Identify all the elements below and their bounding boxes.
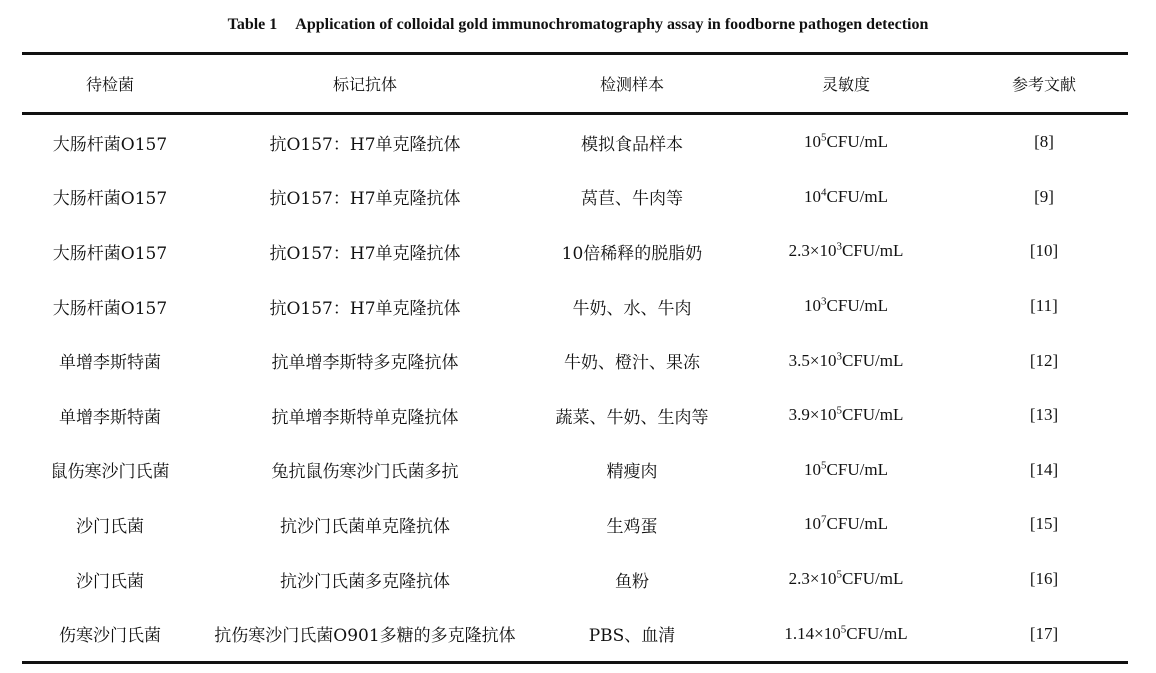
cell-reference: [14] [1029, 459, 1059, 479]
sensitivity-exponent: 7 [821, 513, 827, 526]
table-row [22, 333, 1128, 388]
cell-sample: 精瘦肉 [606, 462, 658, 483]
sensitivity-unit: CFU/mL [841, 350, 904, 370]
cell-pathogen: 大肠杆菌O157 [52, 134, 168, 155]
cell-antibody: 抗伤寒沙门氏菌O901多糖的多克隆抗体 [214, 626, 516, 647]
cell-sensitivity [732, 114, 960, 170]
cell-sensitivity [732, 388, 960, 443]
sensitivity-unit: CFU/mL [841, 241, 904, 261]
sensitivity-base: 3.9×10 [788, 405, 837, 425]
cell-reference: [8] [1034, 132, 1054, 152]
sensitivity-unit: CFU/mL [826, 459, 888, 479]
cell-pathogen: 单增李斯特菌 [59, 407, 161, 428]
cell-reference: [12] [1029, 350, 1059, 370]
header-sample: 检测样本 [599, 75, 664, 94]
sensitivity-unit: CFU/mL [841, 405, 904, 425]
sensitivity-base: 1.14×10 [784, 623, 841, 643]
table-body [22, 114, 1128, 663]
sensitivity-exponent: 5 [821, 131, 827, 144]
table-header [22, 54, 1128, 114]
cell-pathogen: 大肠杆菌O157 [52, 189, 168, 210]
cell-sample: 生鸡蛋 [606, 516, 658, 537]
cell-sample: 模拟食品样本 [581, 134, 683, 155]
table-row [22, 388, 1128, 443]
sensitivity-unit: CFU/mL [826, 296, 888, 316]
cell-sample: PBS、血清 [588, 626, 676, 647]
cell-sensitivity [732, 497, 960, 552]
table-title: Application of colloidal gold immunochromatography assay in foodborne pathogen detection [295, 16, 929, 33]
table-row [22, 606, 1128, 662]
cell-reference: [11] [1030, 296, 1058, 316]
cell-pathogen: 伤寒沙门氏菌 [59, 626, 161, 647]
header-sensitivity: 灵敏度 [821, 75, 870, 94]
cell-pathogen: 沙门氏菌 [76, 571, 144, 592]
sensitivity-base: 2.3×10 [788, 569, 837, 589]
cell-reference: [13] [1029, 405, 1059, 425]
table-row [22, 170, 1128, 225]
cell-sensitivity [732, 279, 960, 334]
cell-sample: 10倍稀释的脱脂奶 [561, 243, 703, 264]
cell-sensitivity [732, 606, 960, 662]
cell-sample: 牛奶、水、牛肉 [572, 298, 692, 319]
cell-pathogen: 单增李斯特菌 [59, 353, 161, 374]
cell-pathogen: 沙门氏菌 [76, 516, 144, 537]
cell-sample: 蔬菜、牛奶、生肉等 [555, 407, 709, 428]
table-row [22, 224, 1128, 279]
sensitivity-exponent: 3 [821, 295, 827, 308]
cell-antibody: 抗单增李斯特多克隆抗体 [271, 353, 459, 374]
sensitivity-exponent: 5 [836, 568, 842, 581]
cell-sensitivity [732, 443, 960, 498]
sensitivity-base: 2.3×10 [788, 241, 837, 261]
cell-sensitivity [732, 333, 960, 388]
cell-reference: [17] [1029, 623, 1059, 643]
sensitivity-unit: CFU/mL [841, 569, 904, 589]
cell-reference: [9] [1034, 186, 1054, 206]
sensitivity-base: 3.5×10 [788, 350, 837, 370]
cell-sensitivity [732, 552, 960, 607]
header-reference: 参考文献 [1011, 75, 1076, 94]
table-row [22, 552, 1128, 607]
sensitivity-unit: CFU/mL [826, 186, 888, 206]
cell-reference: [16] [1029, 569, 1059, 589]
header-pathogen: 待检菌 [85, 75, 134, 94]
table-row [22, 497, 1128, 552]
sensitivity-unit: CFU/mL [826, 132, 888, 152]
sensitivity-unit: CFU/mL [846, 623, 908, 643]
table-row [22, 279, 1128, 334]
cell-sensitivity [732, 170, 960, 225]
table-row [22, 443, 1128, 498]
sensitivity-exponent: 3 [836, 240, 842, 253]
cell-sensitivity [732, 224, 960, 279]
sensitivity-base: 10 [804, 459, 822, 479]
cell-antibody: 抗O157：H7单克隆抗体 [269, 189, 461, 210]
header-row [22, 54, 1128, 114]
table-row [22, 114, 1128, 170]
sensitivity-unit: CFU/mL [826, 514, 888, 534]
table-caption [0, 14, 1156, 36]
sensitivity-exponent: 5 [836, 404, 842, 417]
sensitivity-base: 10 [804, 296, 822, 316]
cell-sample: 鱼粉 [615, 571, 649, 592]
cell-antibody: 抗O157：H7单克隆抗体 [269, 243, 461, 264]
sensitivity-base: 10 [804, 186, 822, 206]
cell-pathogen: 大肠杆菌O157 [52, 298, 168, 319]
sensitivity-base: 10 [804, 132, 822, 152]
pathogen-detection-table [22, 52, 1128, 664]
cell-sample: 牛奶、橙汁、果冻 [564, 353, 700, 374]
cell-pathogen: 鼠伤寒沙门氏菌 [50, 462, 170, 483]
cell-antibody: 兔抗鼠伤寒沙门氏菌多抗 [271, 462, 459, 483]
sensitivity-base: 10 [804, 514, 822, 534]
cell-reference: [15] [1029, 514, 1059, 534]
header-antibody: 标记抗体 [332, 75, 397, 94]
cell-sample: 莴苣、牛肉等 [581, 189, 683, 210]
sensitivity-exponent: 4 [821, 186, 827, 199]
cell-antibody: 抗单增李斯特单克隆抗体 [271, 407, 459, 428]
sensitivity-exponent: 5 [840, 622, 847, 635]
cell-pathogen: 大肠杆菌O157 [52, 243, 168, 264]
table-label: Table 1 [227, 16, 278, 33]
cell-antibody: 抗O157：H7单克隆抗体 [269, 134, 461, 155]
cell-antibody: 抗沙门氏菌多克隆抗体 [280, 571, 450, 592]
sensitivity-exponent: 5 [821, 459, 827, 472]
cell-antibody: 抗O157：H7单克隆抗体 [269, 298, 461, 319]
cell-antibody: 抗沙门氏菌单克隆抗体 [280, 516, 450, 537]
cell-reference: [10] [1029, 241, 1059, 261]
sensitivity-exponent: 3 [836, 350, 842, 363]
